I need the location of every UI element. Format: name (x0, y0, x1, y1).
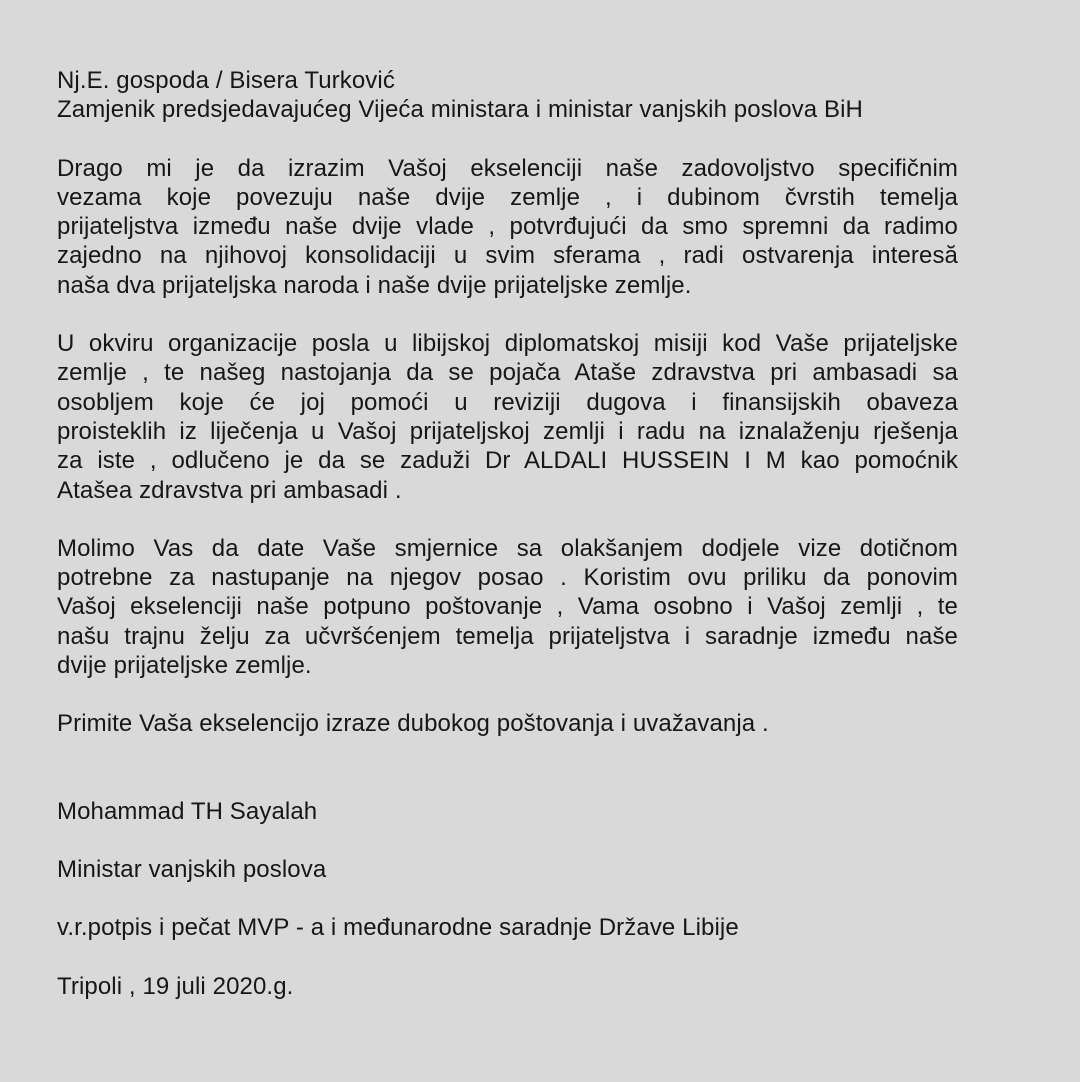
paragraph-line: našu trajnu želju za učvršćenjem temelja prijateljstva i saradnje između naše (57, 622, 958, 650)
seal-note-block (57, 913, 958, 942)
recipient-title-line: Zamjenik predsjedavajućeg Vijeća ministara i ministar vanjskih poslova BiH (57, 96, 863, 124)
paragraph-line: Molimo Vas da date Vaše smjernice sa olakšanjem dodjele vize dotičnom (57, 534, 958, 562)
paragraph-intro (57, 154, 958, 300)
paragraph-line: U okviru organizacije posla u libijskoj diplomatskoj misiji kod Vaše prijateljske (57, 330, 958, 358)
paragraph-line: potrebne za nastupanje na njegov posao . Koristim ovu priliku da ponovim (57, 564, 958, 592)
closing-block (57, 709, 958, 738)
paragraph-line: Atašea zdravstva pri ambasadi . (57, 476, 402, 504)
paragraph-visa (57, 534, 958, 680)
paragraph-line: zemlje , te našeg nastojanja da se pojača Ataše zdravstva pri ambasadi sa (57, 359, 958, 387)
paragraph-line: Vašoj ekselenciji naše potpuno poštovanje , Vama osobno i Vašoj zemlji , te (57, 593, 958, 621)
paragraph-line: Drago mi je da izrazim Vašoj ekselenciji naše zadovoljstvo specifičnim (57, 154, 958, 182)
recipient-block (57, 66, 958, 125)
paragraph-line: proisteklih iz liječenja u Vašoj prijateljskoj zemlji i radu na iznalaženju rješenja (57, 417, 958, 445)
paragraph-line: dvije prijateljske zemlje. (57, 652, 312, 680)
place-date-block (57, 972, 958, 1001)
paragraph-line: za iste , odlučeno je da se zaduži Dr ALDALI HUSSEIN I M kao pomoćnik (57, 447, 958, 475)
paragraph-request (57, 329, 958, 505)
paragraph-line: naša dva prijateljska naroda i naše dvije prijateljske zemlje. (57, 271, 692, 299)
paragraph-line: prijateljstva između naše dvije vlade , potvrđujući da smo spremni da radimo (57, 213, 958, 241)
paragraph-line: zajedno na njihovoj konsolidaciji u svim sferama , radi ostvarenja interesă (57, 242, 958, 270)
signatory-title-block (57, 855, 958, 884)
letter-page (57, 66, 958, 1030)
closing-line: Primite Vaša ekselencijo izraze dubokog poštovanja i uvažavanja . (57, 710, 769, 738)
paragraph-line: osobljem koje će joj pomoći u reviziji dugova i finansijskih obaveza (57, 388, 958, 416)
signatory-title: Ministar vanjskih poslova (57, 855, 327, 883)
signatory-name-block (57, 797, 958, 826)
recipient-name-line: Nj.E. gospoda / Bisera Turković (57, 67, 395, 94)
place-date-line: Tripoli , 19 juli 2020.g. (57, 972, 294, 1000)
signatory-name: Mohammad TH Sayalah (57, 797, 318, 825)
paragraph-line: vezama koje povezuju naše dvije zemlje , i dubinom čvrstih temelja (57, 183, 958, 211)
seal-note: v.r.potpis i pečat MVP - a i međunarodne saradnje Države Libije (57, 914, 739, 942)
